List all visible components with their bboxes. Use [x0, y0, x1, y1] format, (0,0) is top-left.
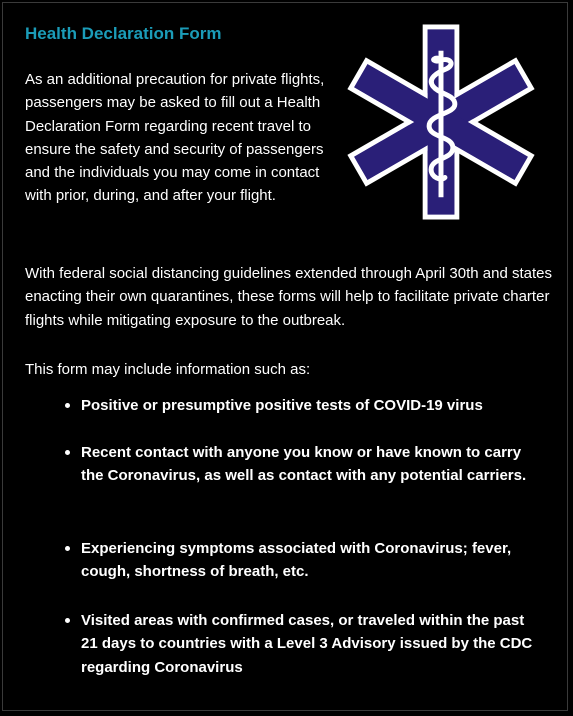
- list-item-text: Visited areas with confirmed cases, or traveled within the past 21 days to countries with a Level 3 Advisory issued by the CDC regarding Coronavirus: [81, 612, 533, 676]
- intro-paragraph: As an additional precaution for private flights, passengers may be asked to fill out a Health Declaration Form regarding recent travel to ensure the safety and security of passengers and the individuals you may come in contact with prior, during, and after your flight.: [25, 71, 325, 205]
- list-item-text: Experiencing symptoms associated with Coronavirus; fever, cough, shortness of breath, etc.: [81, 540, 512, 581]
- list-item: [81, 609, 541, 679]
- list-item: [81, 441, 541, 488]
- list-item: [81, 394, 541, 417]
- star-of-life-icon: [342, 23, 540, 221]
- bullet-dot-icon: [65, 403, 70, 408]
- list-item-text: Positive or presumptive positive tests of COVID-19 virus: [81, 397, 483, 414]
- page-title: Health Declaration Form: [25, 24, 222, 43]
- bullet-dot-icon: [65, 618, 70, 623]
- bullet-dot-icon: [65, 546, 70, 551]
- info-intro-paragraph: This form may include information such as:: [25, 361, 311, 378]
- bullet-dot-icon: [65, 450, 70, 455]
- list-item: [81, 537, 541, 584]
- list-item-text: Recent contact with anyone you know or have known to carry the Coronavirus, as well as contact with any potential carriers.: [81, 444, 527, 485]
- guidelines-paragraph: With federal social distancing guidelines extended through April 30th and states enacting their own quarantines, these forms will help to facilitate private charter flights while mitigating exposure to the outbreak.: [25, 265, 552, 329]
